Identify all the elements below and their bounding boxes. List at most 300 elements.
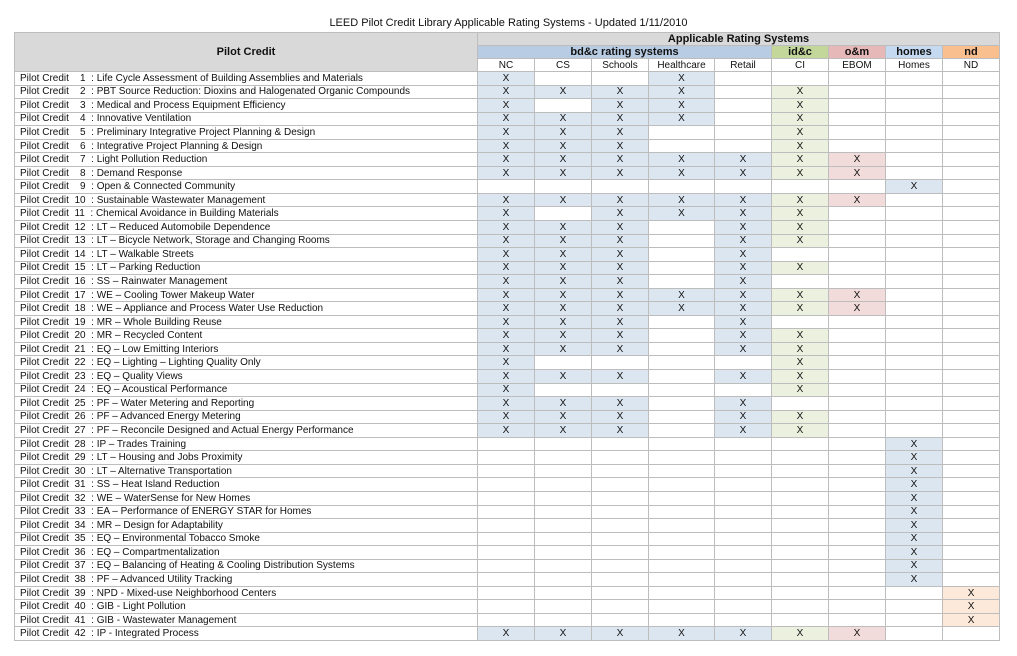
empty-cell — [829, 532, 886, 546]
applicable-mark: X — [592, 329, 649, 343]
empty-cell — [886, 139, 943, 153]
credit-label: Pilot Credit 41 : GIB - Wastewater Management — [20, 614, 237, 626]
empty-cell — [715, 600, 772, 614]
credit-name-cell — [15, 627, 478, 641]
credit-name-cell — [15, 234, 478, 248]
empty-cell — [943, 491, 1000, 505]
empty-cell — [886, 302, 943, 316]
empty-cell — [649, 532, 715, 546]
column-header-cs: CS — [535, 59, 592, 72]
credit-name-cell — [15, 383, 478, 397]
empty-cell — [829, 85, 886, 99]
applicable-mark: X — [592, 342, 649, 356]
empty-cell — [715, 613, 772, 627]
empty-cell — [943, 478, 1000, 492]
empty-cell — [715, 72, 772, 86]
credit-label: Pilot Credit 2 : PBT Source Reduction: Dioxins and Halogenated Organic Compounds — [20, 86, 411, 98]
credit-label: Pilot Credit 28 : IP – Trades Training — [20, 438, 187, 450]
empty-cell — [829, 315, 886, 329]
empty-cell — [592, 600, 649, 614]
empty-cell — [715, 437, 772, 451]
empty-cell — [715, 180, 772, 194]
credit-label: Pilot Credit 10 : Sustainable Wastewater Management — [20, 194, 266, 206]
applicable-mark: X — [772, 193, 829, 207]
applicable-mark: X — [649, 99, 715, 113]
table-row — [15, 153, 1000, 167]
table-row — [15, 261, 1000, 275]
credit-name-cell — [15, 139, 478, 153]
applicable-mark: X — [772, 234, 829, 248]
applicable-mark: X — [772, 302, 829, 316]
applicable-mark: X — [478, 370, 535, 384]
empty-cell — [886, 370, 943, 384]
credit-label: Pilot Credit 37 : EQ – Balancing of Heating & Cooling Distribution Systems — [20, 560, 355, 572]
empty-cell — [649, 559, 715, 573]
credit-name-cell — [15, 437, 478, 451]
empty-cell — [535, 437, 592, 451]
empty-cell — [829, 546, 886, 560]
rating-group-1: bd&c rating systems — [478, 46, 772, 59]
applicable-mark: X — [535, 410, 592, 424]
table-row — [15, 207, 1000, 221]
credit-name-cell — [15, 519, 478, 533]
applicable-mark: X — [592, 248, 649, 262]
empty-cell — [829, 261, 886, 275]
empty-cell — [535, 519, 592, 533]
empty-cell — [649, 491, 715, 505]
applicable-mark: X — [772, 153, 829, 167]
applicable-mark: X — [535, 627, 592, 641]
applicable-mark: X — [592, 261, 649, 275]
applicable-mark: X — [715, 424, 772, 438]
empty-cell — [943, 410, 1000, 424]
applicable-mark: X — [592, 370, 649, 384]
table-row — [15, 221, 1000, 235]
empty-cell — [829, 275, 886, 289]
empty-cell — [829, 207, 886, 221]
empty-cell — [886, 72, 943, 86]
applicable-mark: X — [535, 85, 592, 99]
empty-cell — [649, 261, 715, 275]
applicable-mark: X — [649, 193, 715, 207]
empty-cell — [829, 613, 886, 627]
applicable-mark: X — [715, 288, 772, 302]
empty-cell — [943, 437, 1000, 451]
credit-label: Pilot Credit 26 : PF – Advanced Energy Metering — [20, 411, 241, 423]
credit-label: Pilot Credit 25 : PF – Water Metering and Reporting — [20, 397, 255, 409]
applicable-mark: X — [535, 153, 592, 167]
empty-cell — [649, 275, 715, 289]
applicable-mark: X — [478, 193, 535, 207]
empty-cell — [535, 532, 592, 546]
pilot-credit-table — [14, 32, 1000, 641]
applicable-mark: X — [478, 126, 535, 140]
credit-name-cell — [15, 397, 478, 411]
empty-cell — [829, 600, 886, 614]
empty-cell — [535, 491, 592, 505]
credit-label: Pilot Credit 15 : LT – Parking Reduction — [20, 262, 201, 274]
table-row — [15, 410, 1000, 424]
empty-cell — [829, 424, 886, 438]
empty-cell — [478, 491, 535, 505]
empty-cell — [886, 410, 943, 424]
empty-cell — [592, 383, 649, 397]
applicable-mark: X — [478, 383, 535, 397]
applicable-mark: X — [715, 193, 772, 207]
applicable-mark: X — [478, 627, 535, 641]
applicable-mark: X — [478, 261, 535, 275]
applicable-mark: X — [715, 397, 772, 411]
table-row — [15, 491, 1000, 505]
applicable-mark: X — [772, 410, 829, 424]
empty-cell — [478, 613, 535, 627]
empty-cell — [943, 356, 1000, 370]
empty-cell — [829, 356, 886, 370]
applicable-mark: X — [715, 410, 772, 424]
table-row — [15, 72, 1000, 86]
applicable-mark: X — [478, 248, 535, 262]
applicable-mark: X — [943, 613, 1000, 627]
credit-label: Pilot Credit 29 : LT – Housing and Jobs Proximity — [20, 452, 243, 464]
applicable-mark: X — [886, 519, 943, 533]
empty-cell — [829, 505, 886, 519]
credit-label: Pilot Credit 42 : IP - Integrated Process — [20, 628, 199, 640]
credit-label: Pilot Credit 38 : PF – Advanced Utility Tracking — [20, 574, 233, 585]
credit-name-cell — [15, 166, 478, 180]
empty-cell — [943, 180, 1000, 194]
applicable-mark: X — [715, 234, 772, 248]
empty-cell — [772, 505, 829, 519]
applicable-mark: X — [535, 397, 592, 411]
empty-cell — [943, 99, 1000, 113]
credit-label: Pilot Credit 24 : EQ – Acoustical Performance — [20, 384, 228, 396]
applicable-mark: X — [649, 302, 715, 316]
applicable-mark: X — [829, 302, 886, 316]
applicable-mark: X — [592, 410, 649, 424]
empty-cell — [478, 437, 535, 451]
empty-cell — [535, 600, 592, 614]
empty-cell — [886, 627, 943, 641]
rating-group-5: nd — [943, 46, 1000, 59]
applicable-mark: X — [535, 329, 592, 343]
empty-cell — [772, 464, 829, 478]
empty-cell — [649, 315, 715, 329]
credit-label: Pilot Credit 33 : EA – Performance of ENERGY STAR for Homes — [20, 506, 312, 518]
applicable-mark: X — [478, 342, 535, 356]
applicable-mark: X — [535, 234, 592, 248]
credit-label: Pilot Credit 31 : SS – Heat Island Reduction — [20, 479, 220, 491]
applicable-mark: X — [478, 288, 535, 302]
empty-cell — [715, 532, 772, 546]
table-row — [15, 248, 1000, 262]
empty-cell — [649, 505, 715, 519]
empty-cell — [829, 451, 886, 465]
applicable-mark: X — [715, 627, 772, 641]
empty-cell — [772, 546, 829, 560]
credit-name-cell — [15, 72, 478, 86]
empty-cell — [829, 112, 886, 126]
empty-cell — [943, 329, 1000, 343]
table-row — [15, 627, 1000, 641]
empty-cell — [886, 275, 943, 289]
empty-cell — [886, 383, 943, 397]
empty-cell — [772, 532, 829, 546]
empty-cell — [772, 613, 829, 627]
applicable-mark: X — [829, 153, 886, 167]
applicable-mark: X — [592, 126, 649, 140]
empty-cell — [829, 72, 886, 86]
applicable-mark: X — [478, 234, 535, 248]
credit-label: Pilot Credit 20 : MR – Recycled Content — [20, 330, 203, 342]
credit-name-cell — [15, 600, 478, 614]
column-header-nc: NC — [478, 59, 535, 72]
credit-name-cell — [15, 275, 478, 289]
applicable-mark: X — [592, 288, 649, 302]
empty-cell — [886, 424, 943, 438]
empty-cell — [829, 248, 886, 262]
applicable-mark: X — [772, 342, 829, 356]
empty-cell — [649, 519, 715, 533]
applicable-mark: X — [535, 288, 592, 302]
credit-label: Pilot Credit 32 : WE – WaterSense for New Homes — [20, 492, 251, 504]
empty-cell — [943, 370, 1000, 384]
empty-cell — [592, 519, 649, 533]
applicable-mark: X — [649, 166, 715, 180]
empty-cell — [886, 613, 943, 627]
applicable-mark: X — [478, 410, 535, 424]
empty-cell — [478, 559, 535, 573]
empty-cell — [649, 221, 715, 235]
credit-name-cell — [15, 85, 478, 99]
table-row — [15, 478, 1000, 492]
empty-cell — [772, 248, 829, 262]
empty-cell — [649, 234, 715, 248]
credit-label: Pilot Credit 18 : WE – Appliance and Process Water Use Reduction — [20, 303, 324, 315]
empty-cell — [649, 139, 715, 153]
empty-cell — [772, 72, 829, 86]
empty-cell — [478, 600, 535, 614]
empty-cell — [715, 112, 772, 126]
applicable-mark: X — [886, 573, 943, 587]
applicable-mark: X — [772, 166, 829, 180]
column-header-ci: CI — [772, 59, 829, 72]
table-row — [15, 519, 1000, 533]
empty-cell — [478, 546, 535, 560]
empty-cell — [943, 221, 1000, 235]
empty-cell — [715, 546, 772, 560]
applicable-mark: X — [478, 329, 535, 343]
credit-name-cell — [15, 99, 478, 113]
empty-cell — [772, 559, 829, 573]
applicable-mark: X — [592, 234, 649, 248]
applicable-mark: X — [715, 248, 772, 262]
empty-cell — [943, 275, 1000, 289]
applicable-mark: X — [478, 397, 535, 411]
empty-cell — [886, 166, 943, 180]
empty-cell — [886, 99, 943, 113]
empty-cell — [829, 437, 886, 451]
applicable-mark: X — [715, 315, 772, 329]
credit-name-cell — [15, 207, 478, 221]
applicable-mark: X — [592, 153, 649, 167]
applicable-mark: X — [772, 99, 829, 113]
empty-cell — [943, 288, 1000, 302]
applicable-mark: X — [478, 207, 535, 221]
empty-cell — [592, 546, 649, 560]
empty-cell — [535, 505, 592, 519]
applicable-mark: X — [649, 627, 715, 641]
applicable-mark: X — [829, 166, 886, 180]
empty-cell — [649, 126, 715, 140]
applicable-mark: X — [592, 112, 649, 126]
applicable-mark: X — [592, 627, 649, 641]
empty-cell — [592, 586, 649, 600]
empty-cell — [886, 261, 943, 275]
credit-name-cell — [15, 505, 478, 519]
table-row — [15, 234, 1000, 248]
empty-cell — [772, 573, 829, 587]
applicable-mark: X — [772, 383, 829, 397]
empty-cell — [886, 248, 943, 262]
applicable-mark: X — [772, 85, 829, 99]
empty-cell — [649, 437, 715, 451]
table-row — [15, 397, 1000, 411]
table-row — [15, 505, 1000, 519]
applicable-mark: X — [478, 99, 535, 113]
empty-cell — [886, 85, 943, 99]
applicable-mark: X — [478, 153, 535, 167]
applicable-mark: X — [535, 424, 592, 438]
credit-label: Pilot Credit 5 : Preliminary Integrative Project Planning & Design — [20, 126, 316, 138]
empty-cell — [829, 559, 886, 573]
empty-cell — [886, 356, 943, 370]
table-body — [15, 72, 1000, 641]
applicable-mark: X — [886, 546, 943, 560]
column-header-retail: Retail — [715, 59, 772, 72]
applicable-mark: X — [649, 112, 715, 126]
empty-cell — [886, 153, 943, 167]
empty-cell — [772, 519, 829, 533]
credit-label: Pilot Credit 39 : NPD - Mixed-use Neighborhood Centers — [20, 587, 277, 599]
credit-label: Pilot Credit 23 : EQ – Quality Views — [20, 370, 183, 382]
credit-name-cell — [15, 451, 478, 465]
empty-cell — [478, 505, 535, 519]
empty-cell — [829, 234, 886, 248]
applicable-mark: X — [535, 248, 592, 262]
empty-cell — [592, 532, 649, 546]
empty-cell — [715, 139, 772, 153]
empty-cell — [592, 478, 649, 492]
empty-cell — [886, 342, 943, 356]
empty-cell — [886, 397, 943, 411]
empty-cell — [478, 464, 535, 478]
applicable-mark: X — [715, 342, 772, 356]
empty-cell — [715, 451, 772, 465]
empty-cell — [715, 586, 772, 600]
credit-name-cell — [15, 180, 478, 194]
empty-cell — [478, 478, 535, 492]
empty-cell — [886, 193, 943, 207]
table-row — [15, 573, 1000, 587]
credit-name-cell — [15, 478, 478, 492]
applicable-mark: X — [592, 424, 649, 438]
credit-label: Pilot Credit 34 : MR – Design for Adaptability — [20, 519, 223, 531]
empty-cell — [943, 532, 1000, 546]
credit-name-cell — [15, 193, 478, 207]
credit-name-cell — [15, 221, 478, 235]
empty-cell — [886, 234, 943, 248]
credit-name-cell — [15, 248, 478, 262]
rating-group-4: homes — [886, 46, 943, 59]
applicable-mark: X — [772, 112, 829, 126]
table-row — [15, 464, 1000, 478]
empty-cell — [829, 383, 886, 397]
empty-cell — [772, 315, 829, 329]
applicable-mark: X — [886, 437, 943, 451]
table-row — [15, 193, 1000, 207]
empty-cell — [829, 491, 886, 505]
credit-name-cell — [15, 261, 478, 275]
applicable-mark: X — [535, 370, 592, 384]
empty-cell — [649, 451, 715, 465]
applicable-rating-systems-header: Applicable Rating Systems — [478, 33, 1000, 46]
credit-name-cell — [15, 342, 478, 356]
empty-cell — [943, 383, 1000, 397]
table-row — [15, 383, 1000, 397]
empty-cell — [649, 613, 715, 627]
empty-cell — [535, 573, 592, 587]
credit-name-cell — [15, 370, 478, 384]
empty-cell — [886, 207, 943, 221]
empty-cell — [943, 166, 1000, 180]
empty-cell — [478, 180, 535, 194]
empty-cell — [649, 478, 715, 492]
credit-name-cell — [15, 559, 478, 573]
applicable-mark: X — [772, 126, 829, 140]
applicable-mark: X — [592, 221, 649, 235]
empty-cell — [592, 437, 649, 451]
empty-cell — [943, 302, 1000, 316]
empty-cell — [715, 356, 772, 370]
applicable-mark: X — [715, 153, 772, 167]
empty-cell — [535, 356, 592, 370]
empty-cell — [943, 139, 1000, 153]
credit-name-cell — [15, 546, 478, 560]
empty-cell — [829, 139, 886, 153]
credit-label: Pilot Credit 3 : Medical and Process Equipment Efficiency — [20, 99, 286, 111]
column-header-schools: Schools — [592, 59, 649, 72]
empty-cell — [649, 356, 715, 370]
empty-cell — [649, 464, 715, 478]
empty-cell — [772, 275, 829, 289]
column-header-ebom: EBOM — [829, 59, 886, 72]
applicable-mark: X — [478, 166, 535, 180]
empty-cell — [943, 519, 1000, 533]
empty-cell — [649, 248, 715, 262]
credit-name-cell — [15, 153, 478, 167]
empty-cell — [772, 437, 829, 451]
applicable-mark: X — [715, 166, 772, 180]
credit-label: Pilot Credit 13 : LT – Bicycle Network, Storage and Changing Rooms — [20, 235, 330, 247]
empty-cell — [829, 329, 886, 343]
empty-cell — [535, 546, 592, 560]
credit-label: Pilot Credit 1 : Life Cycle Assessment of Building Assemblies and Materials — [20, 72, 363, 84]
empty-cell — [535, 99, 592, 113]
empty-cell — [886, 329, 943, 343]
empty-cell — [943, 85, 1000, 99]
empty-cell — [535, 383, 592, 397]
table-row — [15, 342, 1000, 356]
